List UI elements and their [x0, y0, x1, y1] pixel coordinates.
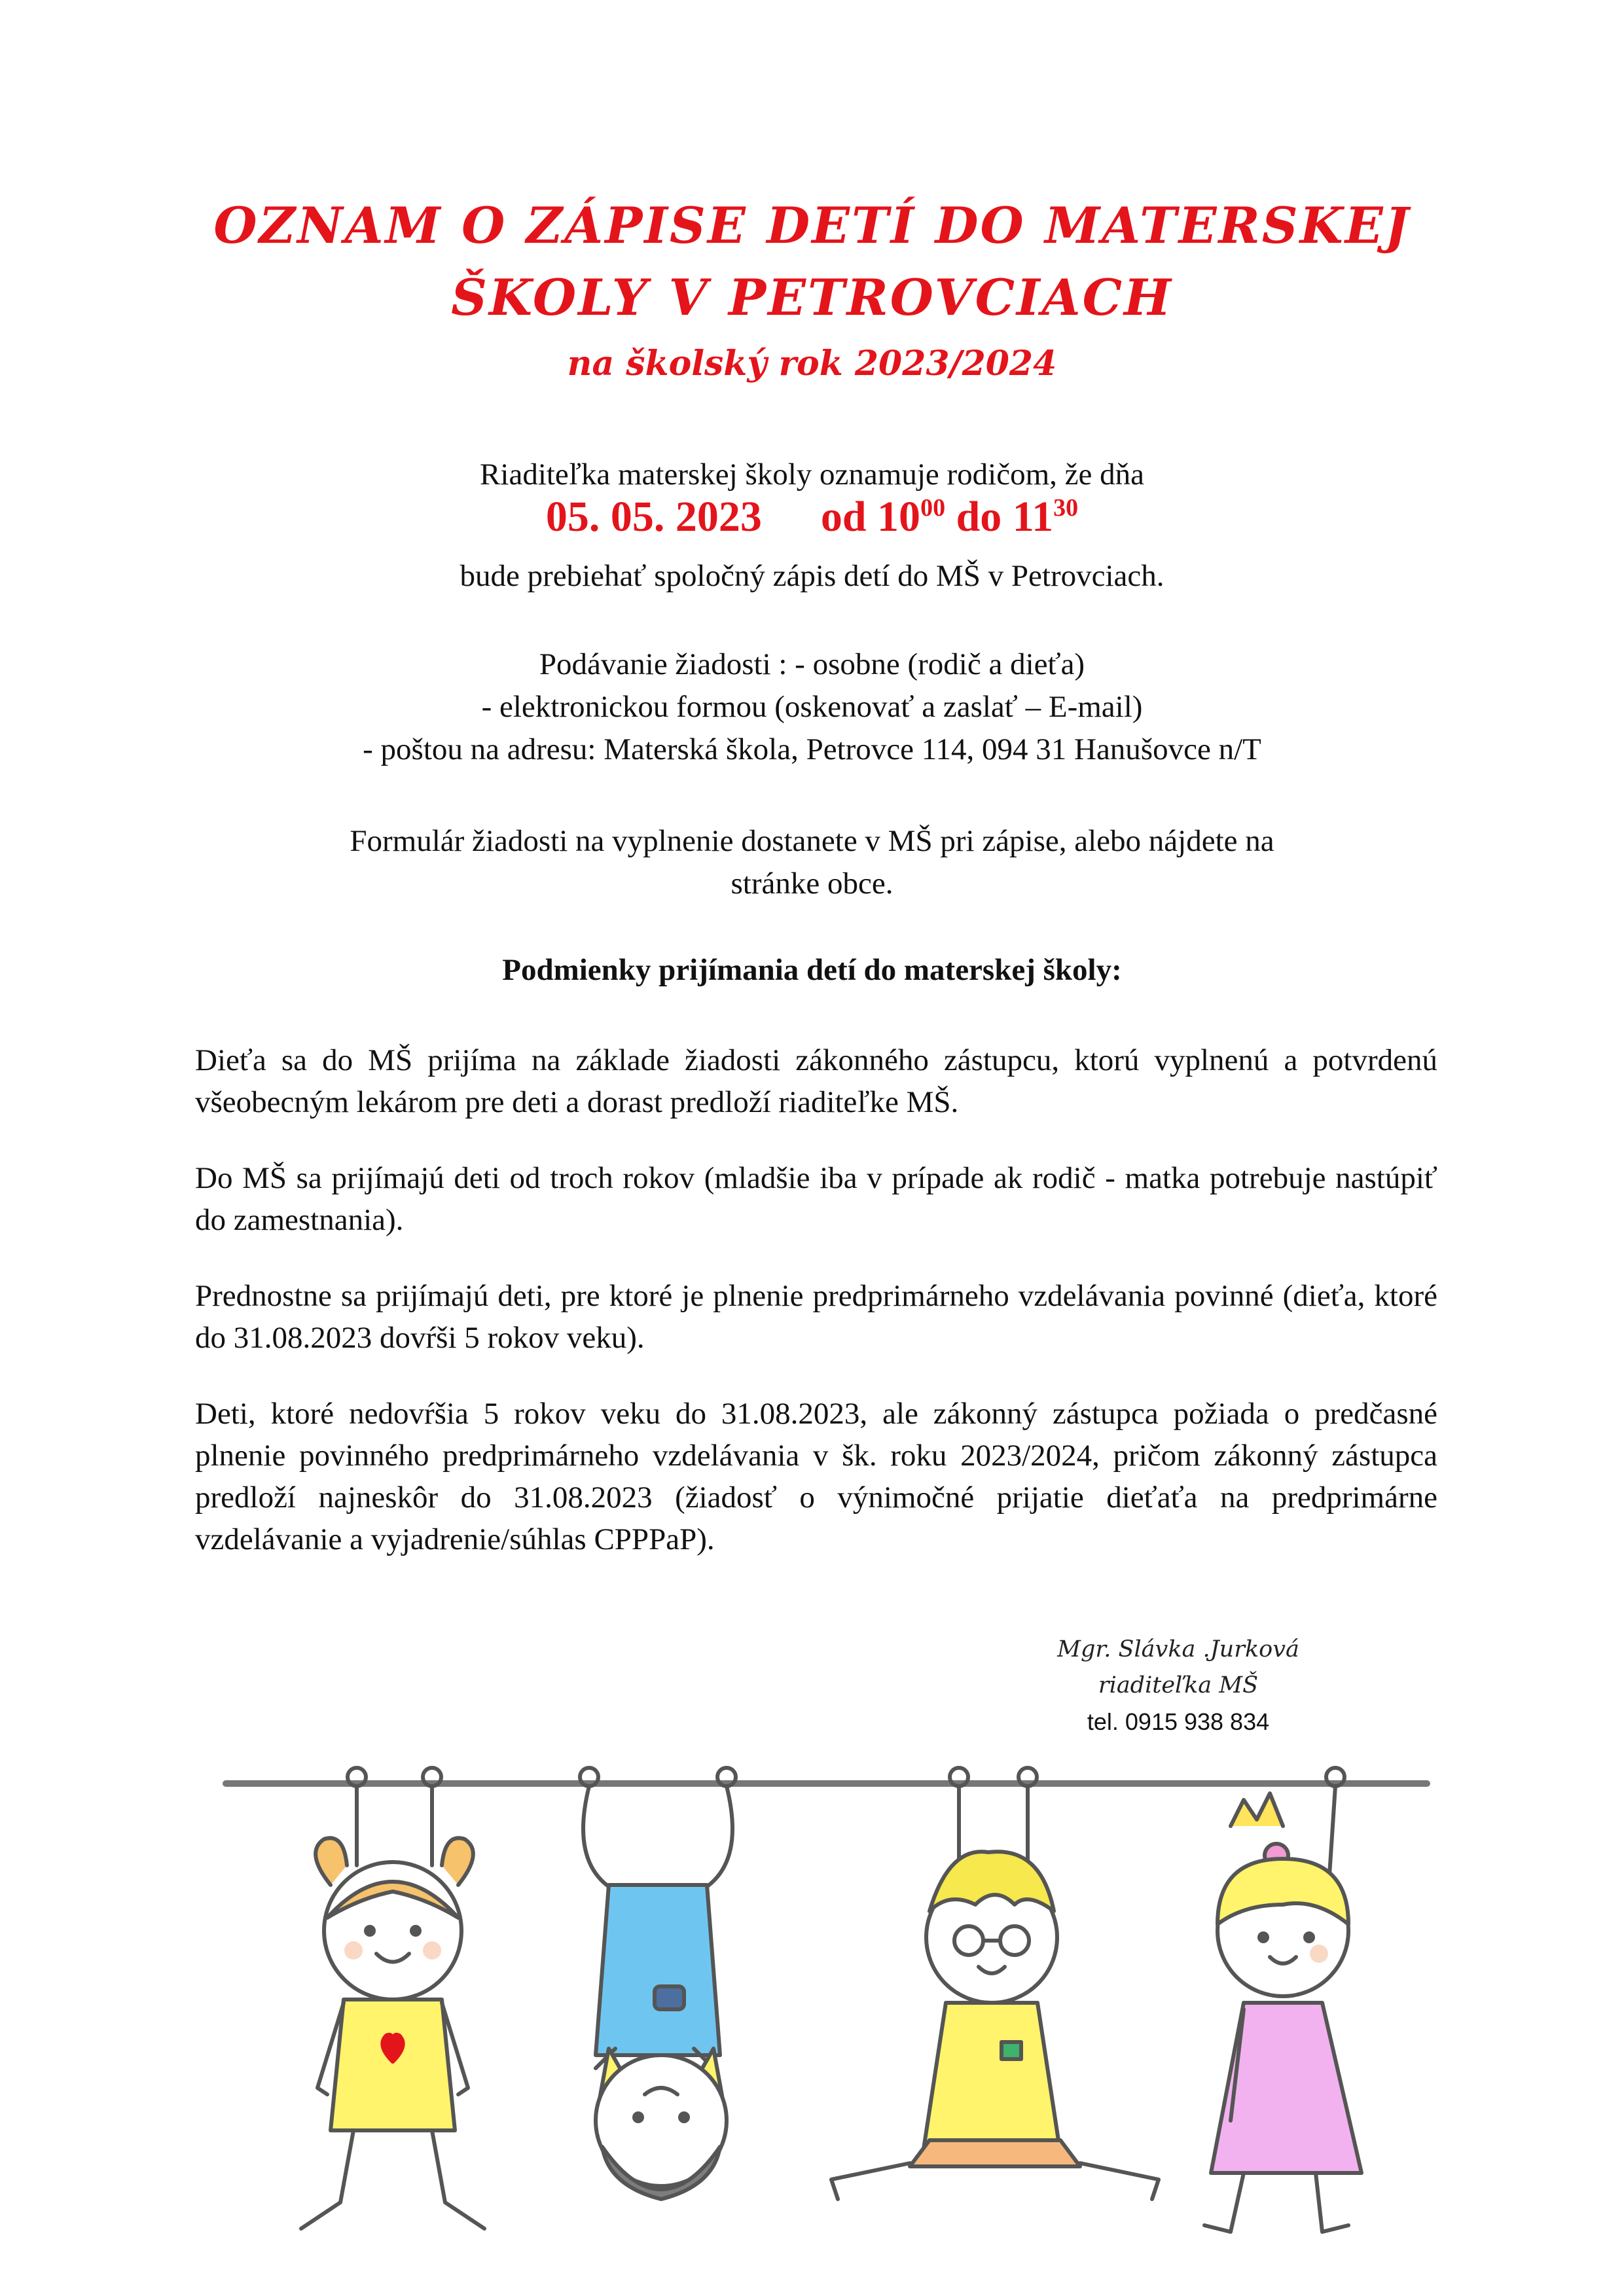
- signature-phone: tel. 0915 938 834: [1087, 1708, 1270, 1735]
- date-time-line: [0, 492, 1624, 542]
- enrollment-description: bude prebiehať spoločný zápis detí do MŠ v Petrovciach.: [460, 559, 1164, 593]
- time-to-minutes: 30: [1053, 494, 1079, 522]
- page-title-line-1: OZNAM O ZÁPISE DETÍ DO MATERSKEJ: [213, 196, 1411, 255]
- page-title-line-2: ŠKOLY V PETROVCIACH: [451, 268, 1173, 327]
- child-girl-crown: [1204, 1768, 1362, 2232]
- child-girl-pigtails: [301, 1768, 484, 2229]
- child-boy-glasses: [831, 1768, 1159, 2199]
- time-to: do 11: [945, 493, 1054, 541]
- form-info-line-2: stránke obce.: [731, 867, 893, 901]
- children-hanging-on-bar-illustration: [0, 1754, 1624, 2291]
- time-from-minutes: 00: [920, 494, 946, 522]
- submission-line-2: - elektronickou formou (oskenovať a zaslať – E-mail): [481, 690, 1143, 724]
- child-boy-upside-down: [580, 1768, 736, 2199]
- condition-paragraph-3: Prednostne sa prijímajú deti, pre ktoré je plnenie predprimárneho vzdelávania povinné (dieťa, ktoré do 31.08.2023 dovŕši 5 rokov veku).: [195, 1279, 1437, 1355]
- conditions-heading: Podmienky prijímania detí do materskej školy:: [502, 953, 1122, 987]
- time-from: od 10: [820, 493, 921, 541]
- signature-name: Mgr. Slávka .Jurková: [1057, 1636, 1299, 1662]
- signature-role: riaditeľka MŠ: [1098, 1672, 1259, 1698]
- submission-line-3: - poštou na adresu: Materská škola, Petrovce 114, 094 31 Hanušovce n/T: [363, 732, 1261, 766]
- announcement-text: Riaditeľka materskej školy oznamuje rodičom, že dňa: [480, 457, 1144, 492]
- enrollment-date: 05. 05. 2023: [545, 493, 762, 541]
- form-info-line-1: Formulár žiadosti na vyplnenie dostanete v MŠ pri zápise, alebo nájdete na: [350, 824, 1274, 858]
- condition-paragraph-2: Do MŠ sa prijímajú deti od troch rokov (mladšie iba v prípade ak rodič - matka potrebuje nastúpiť do zamestnania).: [195, 1161, 1437, 1237]
- submission-line-1: Podávanie žiadosti : - osobne (rodič a dieťa): [539, 647, 1085, 681]
- school-year-subtitle: na školský rok 2023/2024: [567, 344, 1057, 384]
- condition-paragraph-4: Deti, ktoré nedovŕšia 5 rokov veku do 31.08.2023, ale zákonný zástupca požiada o predčasné plnenie povinného predprimárneho vzdelávania v šk. roku 2023/2024, pričom zákonný zástupca predloží najneskôr do 31.08.2023 (žiadosť o výnimočné prijatie dieťaťa na predprimárne vzdelávanie a vyjadrenie/súhlas CPPPaP).: [195, 1397, 1437, 1556]
- condition-paragraph-1: Dieťa sa do MŠ prijíma na základe žiadosti zákonného zástupcu, ktorú vyplnenú a potvrdenú všeobecným lekárom pre deti a dorast predloží riaditeľke MŠ.: [195, 1043, 1437, 1119]
